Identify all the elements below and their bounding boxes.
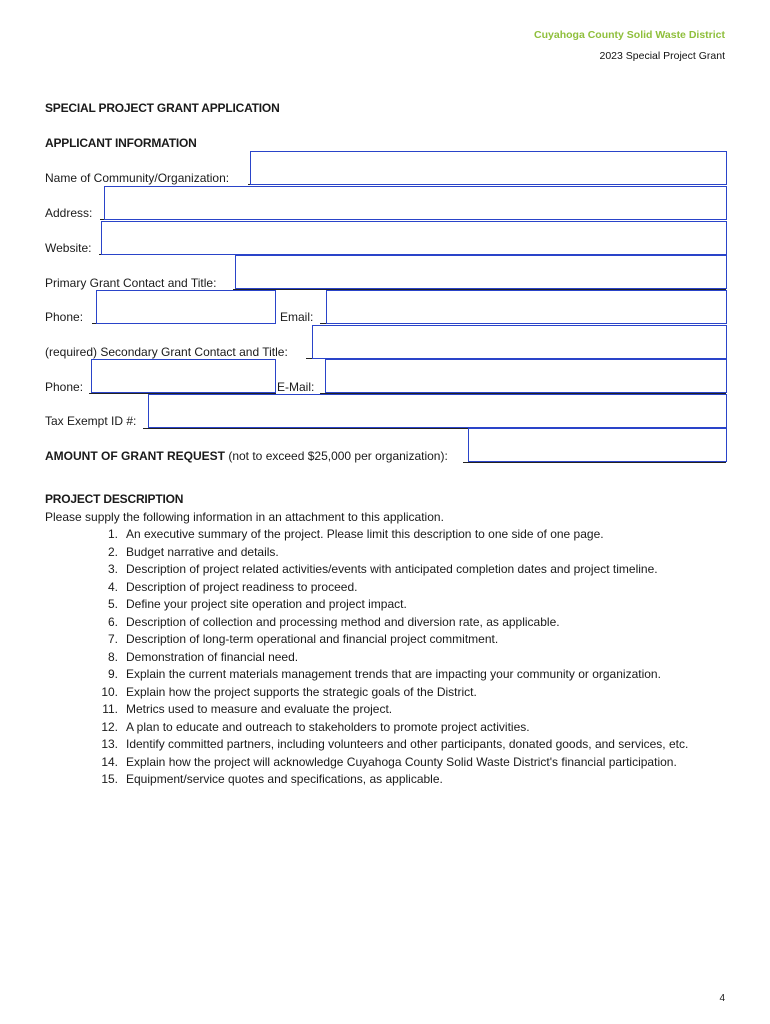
list-item-number: 12. xyxy=(101,719,118,734)
amount-label-bold: AMOUNT OF GRANT REQUEST xyxy=(45,449,225,463)
list-item-text: Explain the current materials management trends that are impacting your community or organization. xyxy=(126,667,661,681)
tax-exempt-input[interactable] xyxy=(148,394,727,428)
amount-label-rest: (not to exceed $25,000 per organization): xyxy=(225,449,448,463)
email-input[interactable] xyxy=(326,290,727,324)
list-item-number: 3. xyxy=(107,562,118,576)
phone-label: Phone: xyxy=(45,310,84,324)
list-item-text: Demonstration of financial need. xyxy=(126,649,299,664)
email-label: Email: xyxy=(280,310,314,324)
phone-input[interactable] xyxy=(96,290,276,324)
list-item-number: 5. xyxy=(107,597,118,611)
list-item xyxy=(45,649,735,667)
email2-input[interactable] xyxy=(325,359,727,393)
page-title: SPECIAL PROJECT GRANT APPLICATION xyxy=(45,101,280,115)
secondary-contact-label: (required) Secondary Grant Contact and Title: xyxy=(45,345,288,359)
secondary-contact-input[interactable] xyxy=(312,325,727,359)
phone2-label: Phone: xyxy=(45,380,84,394)
list-item xyxy=(45,701,735,719)
description-list xyxy=(45,526,735,789)
primary-contact-input[interactable] xyxy=(235,255,727,289)
list-item-number: 9. xyxy=(107,667,118,681)
list-item-text: An executive summary of the project. Please limit this description to one side of one page. xyxy=(126,527,604,541)
list-item xyxy=(45,544,735,562)
description-section-title: PROJECT DESCRIPTION xyxy=(45,492,184,506)
amount-underline xyxy=(463,462,726,463)
list-item-number: 11. xyxy=(102,702,118,716)
applicant-section-title: APPLICANT INFORMATION xyxy=(45,136,197,150)
list-item xyxy=(45,614,735,632)
tax-label: Tax Exempt ID #: xyxy=(45,414,137,428)
list-item-text: Description of project readiness to proceed. xyxy=(126,579,358,594)
page-number: 4 xyxy=(719,993,725,1004)
list-item-number: 6. xyxy=(107,614,118,629)
list-item-text: Description of project related activities/events with anticipated completion dates and project timeline. xyxy=(126,562,658,576)
list-item-text: Metrics used to measure and evaluate the project. xyxy=(126,702,393,716)
list-item-text: Description of long-term operational and financial project commitment. xyxy=(126,632,499,646)
list-item xyxy=(45,736,735,754)
list-item-text: Explain how the project supports the strategic goals of the District. xyxy=(126,684,477,699)
list-item-text: Budget narrative and details. xyxy=(126,544,279,559)
list-item xyxy=(45,666,735,684)
list-item-number: 1. xyxy=(107,527,118,541)
list-item-number: 4. xyxy=(107,579,118,594)
amount-input[interactable] xyxy=(468,428,727,462)
address-label: Address: xyxy=(45,206,93,220)
primary-contact-label: Primary Grant Contact and Title: xyxy=(45,276,217,290)
list-item-text: Description of collection and processing method and diversion rate, as applicable. xyxy=(126,614,560,629)
name-label: Name of Community/Organization: xyxy=(45,171,230,185)
list-item xyxy=(45,579,735,597)
address-input[interactable] xyxy=(104,186,727,220)
list-item-text: Define your project site operation and project impact. xyxy=(126,597,407,611)
website-input[interactable] xyxy=(101,221,727,255)
list-item xyxy=(45,561,735,579)
organization-name-input[interactable] xyxy=(250,151,727,185)
list-item xyxy=(45,771,735,789)
list-item xyxy=(45,526,735,544)
list-item-number: 14. xyxy=(101,754,118,769)
phone2-input[interactable] xyxy=(91,359,276,393)
list-item xyxy=(45,684,735,702)
list-item xyxy=(45,596,735,614)
email2-label: E-Mail: xyxy=(277,380,315,394)
list-item-text: Explain how the project will acknowledge Cuyahoga County Solid Waste District's financial participation. xyxy=(126,754,677,769)
list-item-number: 10. xyxy=(101,684,118,699)
project-description xyxy=(45,491,735,789)
list-item-number: 2. xyxy=(107,544,118,559)
header-organization: Cuyahoga County Solid Waste District xyxy=(534,29,725,41)
list-item-number: 7. xyxy=(107,632,118,646)
list-item xyxy=(45,631,735,649)
list-item-text: Identify committed partners, including volunteers and other participants, donated goods, and services, etc. xyxy=(126,737,689,751)
amount-label xyxy=(45,449,448,463)
list-item-number: 15. xyxy=(101,772,118,786)
list-item xyxy=(45,719,735,737)
list-item-number: 13. xyxy=(101,737,118,751)
list-item-text: Equipment/service quotes and specifications, as applicable. xyxy=(126,772,443,786)
list-item-number: 8. xyxy=(107,649,118,664)
website-label: Website: xyxy=(45,241,92,255)
description-intro: Please supply the following information in an attachment to this application. xyxy=(45,509,444,524)
list-item-text: A plan to educate and outreach to stakeholders to promote project activities. xyxy=(126,719,530,734)
header-subtitle: 2023 Special Project Grant xyxy=(599,50,725,62)
list-item xyxy=(45,754,735,772)
